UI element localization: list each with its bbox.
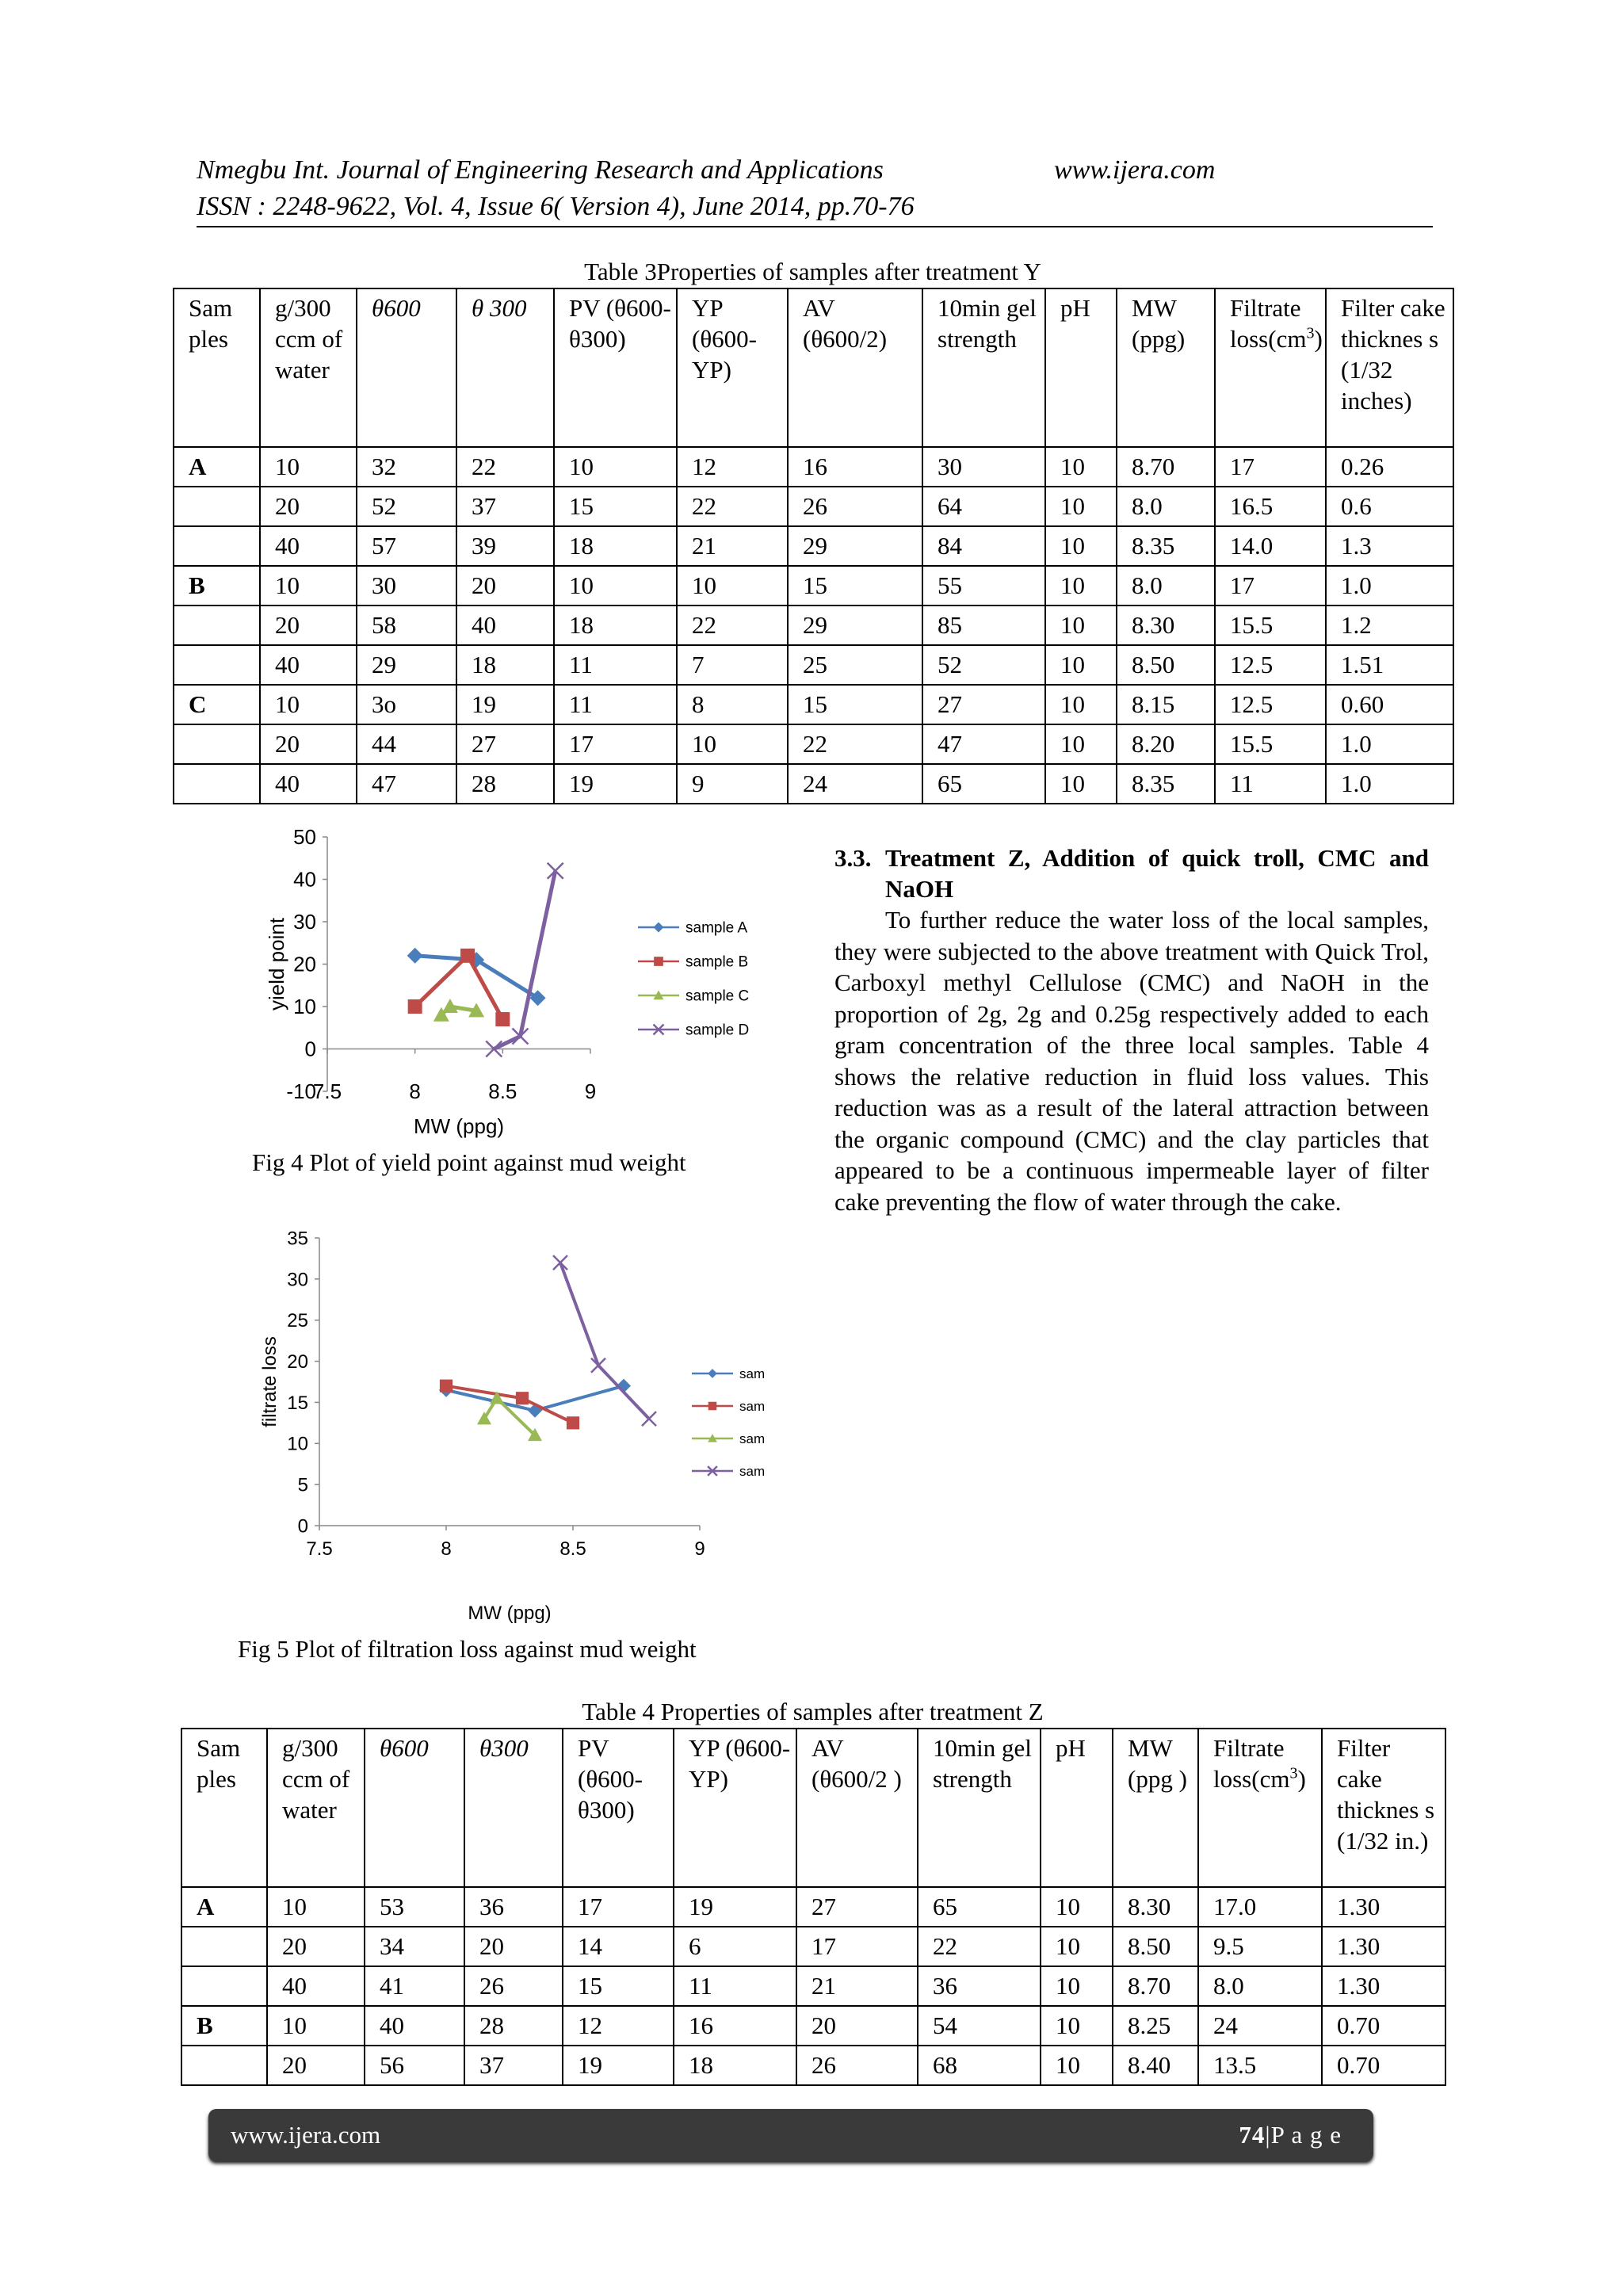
table-cell: 15 <box>554 487 677 526</box>
y-tick-label: 25 <box>287 1310 308 1332</box>
y-tick-label: 20 <box>287 1350 308 1373</box>
table3-header-cell: pH <box>1045 288 1117 447</box>
legend-label: sam <box>739 1463 766 1479</box>
table-cell: 29 <box>788 526 922 566</box>
table-cell <box>174 487 260 526</box>
table-cell: 8.0 <box>1117 487 1215 526</box>
square-marker <box>440 1380 453 1392</box>
table-cell: 21 <box>796 1966 918 2006</box>
table-row <box>174 685 1453 724</box>
table-cell: 64 <box>922 487 1045 526</box>
table-cell: 20 <box>260 724 357 764</box>
table-cell: 15 <box>563 1966 674 2006</box>
table-cell: 8.15 <box>1117 685 1215 724</box>
section-title: Treatment Z, Addition of quick troll, CMC and NaOH <box>885 844 1429 903</box>
journal-url[interactable]: www.ijera.com <box>1054 155 1216 185</box>
legend-label: sam <box>739 1431 766 1446</box>
x-tick-label: 7.5 <box>306 1538 333 1561</box>
table-cell: 27 <box>922 685 1045 724</box>
table-cell: 18 <box>674 2046 796 2085</box>
table-cell: 47 <box>922 724 1045 764</box>
table-cell: 9.5 <box>1198 1927 1322 1966</box>
table-cell: 0.26 <box>1326 447 1453 487</box>
table-cell: 8.40 <box>1113 2046 1198 2085</box>
table-cell: 18 <box>554 606 677 645</box>
table-cell: 1.30 <box>1322 1887 1445 1927</box>
table-cell <box>181 1927 267 1966</box>
table-cell: 44 <box>357 724 456 764</box>
table-cell: 8.35 <box>1117 526 1215 566</box>
table-cell: 17 <box>796 1927 918 1966</box>
table-cell: 8.0 <box>1117 566 1215 606</box>
table-cell: 10 <box>1045 447 1117 487</box>
table-cell: 37 <box>456 487 554 526</box>
table-cell <box>174 526 260 566</box>
fig4-caption: Fig 4 Plot of yield point against mud weight <box>252 1148 686 1176</box>
page-footer <box>208 2109 1373 2161</box>
table-row <box>181 1887 1445 1927</box>
table-cell: 0.60 <box>1326 685 1453 724</box>
section-3-3 <box>834 842 1429 1217</box>
table-cell: 10 <box>1045 724 1117 764</box>
diamond-marker <box>708 1369 717 1378</box>
table3-header-row <box>174 288 1453 447</box>
table4-header-cell: 10min gel strength <box>918 1729 1041 1887</box>
table-row <box>174 764 1453 804</box>
table-cell: 40 <box>260 526 357 566</box>
table-cell: 47 <box>357 764 456 804</box>
square-marker <box>516 1392 529 1404</box>
series-1 <box>439 1379 631 1418</box>
journal-title: Nmegbu Int. Journal of Engineering Research and Applications <box>197 155 884 185</box>
table3-header-cell: Sam ples <box>174 288 260 447</box>
table-cell: 22 <box>456 447 554 487</box>
y-tick-label: 30 <box>287 1269 308 1291</box>
table-cell: 16 <box>788 447 922 487</box>
table-cell: 26 <box>788 487 922 526</box>
table-cell: 15.5 <box>1215 724 1326 764</box>
table-cell: 20 <box>796 2006 918 2046</box>
table-cell: 40 <box>260 764 357 804</box>
table4-header-cell: Sam ples <box>181 1729 267 1887</box>
diamond-marker <box>654 923 664 933</box>
table4-header-row <box>181 1729 1445 1887</box>
table-cell: 22 <box>918 1927 1041 1966</box>
table-cell: 20 <box>260 487 357 526</box>
table-cell: 52 <box>922 645 1045 685</box>
table3-header-cell: YP (θ600-YP) <box>677 288 788 447</box>
table-cell: 7 <box>677 645 788 685</box>
table-cell: 10 <box>554 566 677 606</box>
table-cell: 0.70 <box>1322 2046 1445 2085</box>
x-marker <box>591 1358 605 1373</box>
square-marker <box>495 1012 510 1026</box>
x-tick-label: 8.5 <box>559 1538 586 1561</box>
table3-header-cell: Filter cake thicknes s (1/32 inches) <box>1326 288 1453 447</box>
table-cell: 14.0 <box>1215 526 1326 566</box>
table-cell: 8.30 <box>1113 1887 1198 1927</box>
x-tick-label: 8 <box>409 1079 421 1104</box>
table-cell: 20 <box>260 606 357 645</box>
series-line <box>560 1263 649 1419</box>
table-cell <box>174 645 260 685</box>
table-cell: C <box>174 685 260 724</box>
table-cell: 10 <box>677 566 788 606</box>
y-axis-label: yield point <box>265 917 288 1011</box>
table-cell: 10 <box>1045 606 1117 645</box>
legend-label: sample B <box>685 953 749 971</box>
table3-header-cell: g/300 ccm of water <box>260 288 357 447</box>
table-cell: 11 <box>1215 764 1326 804</box>
table-cell: 10 <box>1041 1887 1113 1927</box>
table-cell: 84 <box>922 526 1045 566</box>
square-marker <box>654 957 663 966</box>
table3-header-cell: MW (ppg) <box>1117 288 1215 447</box>
y-tick-label: 35 <box>287 1228 308 1250</box>
table-cell: 39 <box>456 526 554 566</box>
table-cell: 17 <box>554 724 677 764</box>
table-cell: 14 <box>563 1927 674 1966</box>
table4-header-cell: θ600 <box>365 1729 464 1887</box>
table-cell <box>181 2046 267 2085</box>
table-cell: 10 <box>1045 487 1117 526</box>
y-tick-label: 20 <box>293 952 316 976</box>
page-label: |P a g e <box>1265 2121 1342 2149</box>
table-cell: 8.20 <box>1117 724 1215 764</box>
table-cell: 10 <box>1041 1927 1113 1966</box>
table-cell: 53 <box>365 1887 464 1927</box>
table-row <box>181 2006 1445 2046</box>
table-cell <box>181 1966 267 2006</box>
x-axis-label: MW (ppg) <box>468 1603 552 1624</box>
table-cell: 10 <box>677 724 788 764</box>
table-row <box>174 724 1453 764</box>
table-cell: 1.3 <box>1326 526 1453 566</box>
header-rule <box>197 226 1433 227</box>
table-cell: 27 <box>456 724 554 764</box>
fig4-chart <box>230 820 800 1145</box>
table-cell: 10 <box>260 566 357 606</box>
legend-label: sam <box>739 1398 766 1414</box>
table-row <box>174 645 1453 685</box>
table-cell: 10 <box>1045 526 1117 566</box>
table-cell: 40 <box>456 606 554 645</box>
table-cell: 8.0 <box>1198 1966 1322 2006</box>
table-cell: 10 <box>260 685 357 724</box>
table-cell: 37 <box>464 2046 563 2085</box>
table-cell: 21 <box>677 526 788 566</box>
table-cell: 28 <box>464 2006 563 2046</box>
table4-header-cell: PV (θ600-θ300) <box>563 1729 674 1887</box>
table-cell: 10 <box>1041 1966 1113 2006</box>
diamond-marker <box>407 948 423 964</box>
y-tick-label: 10 <box>293 995 316 1019</box>
table-cell: 8.50 <box>1113 1927 1198 1966</box>
table-cell: 10 <box>1041 2046 1113 2085</box>
table-cell: 12 <box>563 2006 674 2046</box>
table4-header-cell: pH <box>1041 1729 1113 1887</box>
table-cell: 29 <box>788 606 922 645</box>
fig5-chart <box>230 1224 800 1625</box>
table-row <box>174 566 1453 606</box>
table-cell: 1.51 <box>1326 645 1453 685</box>
table3-header-cell: 10min gel strength <box>922 288 1045 447</box>
x-marker <box>553 1255 567 1270</box>
table-cell: 17 <box>1215 447 1326 487</box>
table-cell: 11 <box>554 685 677 724</box>
legend-label: sample D <box>685 1022 750 1039</box>
table-cell: 20 <box>267 1927 365 1966</box>
table-cell: 20 <box>456 566 554 606</box>
table-row <box>174 447 1453 487</box>
table-cell: 1.2 <box>1326 606 1453 645</box>
table-cell: 11 <box>674 1966 796 2006</box>
table-cell <box>174 724 260 764</box>
table-cell: 22 <box>677 487 788 526</box>
table3-header-cell: θ 300 <box>456 288 554 447</box>
running-header <box>197 152 1433 225</box>
table-cell: 10 <box>267 2006 365 2046</box>
table-cell: 10 <box>1045 764 1117 804</box>
series-3 <box>433 999 484 1022</box>
table-cell: 19 <box>674 1887 796 1927</box>
page-number: 74 <box>1239 2121 1266 2149</box>
table-cell: 8 <box>677 685 788 724</box>
table-cell: 54 <box>918 2006 1041 2046</box>
table-cell <box>174 764 260 804</box>
table3-header-cell: Filtrate $loss(cm^3)$ <box>1215 288 1326 447</box>
table-cell: 19 <box>554 764 677 804</box>
y-tick-label: 40 <box>293 867 316 892</box>
table-cell: 40 <box>267 1966 365 2006</box>
fig5-caption: Fig 5 Plot of filtration loss against mud weight <box>238 1635 697 1663</box>
table4-header-cell: θ300 <box>464 1729 563 1887</box>
legend-label: sample A <box>685 919 748 937</box>
table-cell: 16 <box>674 2006 796 2046</box>
table3-header-cell: PV (θ600-θ300) <box>554 288 677 447</box>
square-marker <box>460 949 475 963</box>
table-cell: 10 <box>267 1887 365 1927</box>
y-tick-label: -10 <box>286 1079 316 1104</box>
series-4 <box>486 863 563 1057</box>
table-cell: 3o <box>357 685 456 724</box>
table-cell: 10 <box>1041 2006 1113 2046</box>
y-tick-label: 5 <box>297 1474 308 1496</box>
table-cell: 28 <box>456 764 554 804</box>
table-cell: 8.50 <box>1117 645 1215 685</box>
table-row <box>174 526 1453 566</box>
table-cell: 68 <box>918 2046 1041 2085</box>
table-cell: 15 <box>788 566 922 606</box>
table-row <box>181 1966 1445 2006</box>
table-cell: 85 <box>922 606 1045 645</box>
table-cell: 11 <box>554 645 677 685</box>
table-cell: 57 <box>357 526 456 566</box>
x-tick-label: 7.5 <box>312 1079 342 1104</box>
table-cell: 0.6 <box>1326 487 1453 526</box>
table-cell: 40 <box>260 645 357 685</box>
table-cell: 1.0 <box>1326 764 1453 804</box>
x-axis-label: MW (ppg) <box>413 1114 505 1138</box>
table-cell: 1.30 <box>1322 1927 1445 1966</box>
table-row <box>181 1927 1445 1966</box>
table-cell: 1.30 <box>1322 1966 1445 2006</box>
table-cell: 26 <box>796 2046 918 2085</box>
table-cell: 34 <box>365 1927 464 1966</box>
footer-url[interactable]: www.ijera.com <box>231 2121 381 2149</box>
table-cell: 9 <box>677 764 788 804</box>
square-marker <box>567 1416 579 1429</box>
table-cell: 19 <box>456 685 554 724</box>
table-cell: 18 <box>456 645 554 685</box>
x-tick-label: 9 <box>694 1538 705 1561</box>
y-tick-label: 50 <box>293 825 316 850</box>
table-cell: 6 <box>674 1927 796 1966</box>
table-cell: A <box>181 1887 267 1927</box>
table-cell: 30 <box>357 566 456 606</box>
y-tick-label: 30 <box>293 910 316 934</box>
y-axis-label: filtrate loss <box>259 1336 281 1427</box>
square-marker <box>708 1402 717 1411</box>
table3-caption: Table 3Properties of samples after treatment Y <box>584 258 1041 285</box>
y-tick-label: 10 <box>287 1433 308 1455</box>
table-cell: 8.35 <box>1117 764 1215 804</box>
table-cell: 12 <box>677 447 788 487</box>
table-cell: 1.0 <box>1326 566 1453 606</box>
table4-header-cell: AV (θ600/2 ) <box>796 1729 918 1887</box>
table-cell: 22 <box>788 724 922 764</box>
table-cell: 8.70 <box>1117 447 1215 487</box>
table-row <box>174 606 1453 645</box>
table-cell: 12.5 <box>1215 685 1326 724</box>
table-cell: 32 <box>357 447 456 487</box>
table-cell: 41 <box>365 1966 464 2006</box>
table-cell: 10 <box>1045 566 1117 606</box>
section-body: To further reduce the water loss of the local samples, they were subjected to the above treatment with Quick Trol, Carboxyl methyl Cellulose (CMC) and NaOH in the proportion of 2g, 2g and 0.25g respectively added to each gram concentration of the three local samples. Table 4 shows the relative reduction in fluid loss values. This reduction was as a result of the lateral attraction between the organic compound (CMC) and the clay particles that appeared to be a continuous impermeable layer of filter cake preventing the flow of water through the cake. <box>834 906 1429 1216</box>
series-1 <box>407 948 546 1007</box>
table-cell: 36 <box>464 1887 563 1927</box>
table-cell: 56 <box>365 2046 464 2085</box>
table-cell: 29 <box>357 645 456 685</box>
table4-header-cell: Filtrate $loss(cm^3)$ <box>1198 1729 1322 1887</box>
footer-page <box>1239 2121 1342 2149</box>
table-cell: 12.5 <box>1215 645 1326 685</box>
table-cell: 55 <box>922 566 1045 606</box>
table4 <box>181 1728 1446 2086</box>
table4-caption: Table 4 Properties of samples after treatment Z <box>582 1698 1044 1725</box>
table-cell: 1.0 <box>1326 724 1453 764</box>
table-cell: 58 <box>357 606 456 645</box>
section-heading <box>834 842 1429 904</box>
table4-header-cell: YP (θ600-YP) <box>674 1729 796 1887</box>
table-cell: 26 <box>464 1966 563 2006</box>
table-cell: 10 <box>260 447 357 487</box>
table4-header-cell: g/300 ccm of water <box>267 1729 365 1887</box>
table-cell: 15 <box>788 685 922 724</box>
table-cell: 0.70 <box>1322 2006 1445 2046</box>
square-marker <box>408 999 422 1014</box>
table-cell: 20 <box>267 2046 365 2085</box>
table-cell: 15.5 <box>1215 606 1326 645</box>
table-cell: 8.30 <box>1117 606 1215 645</box>
table3-header-cell: AV (θ600/2) <box>788 288 922 447</box>
legend-label: sample C <box>685 988 750 1005</box>
table-cell: 24 <box>1198 2006 1322 2046</box>
table-cell: 17 <box>563 1887 674 1927</box>
x-tick-label: 8 <box>441 1538 452 1561</box>
table-cell: B <box>174 566 260 606</box>
table-cell: 65 <box>918 1887 1041 1927</box>
x-tick-label: 8.5 <box>488 1079 517 1104</box>
table-cell: 10 <box>1045 685 1117 724</box>
table-cell: 8.25 <box>1113 2006 1198 2046</box>
table-cell: 25 <box>788 645 922 685</box>
table-cell: B <box>181 2006 267 2046</box>
table-cell: 10 <box>1045 645 1117 685</box>
table-cell <box>174 606 260 645</box>
table3-header-cell: θ600 <box>357 288 456 447</box>
table-row <box>181 2046 1445 2085</box>
table-row <box>174 487 1453 526</box>
issn-line: ISSN : 2248-9622, Vol. 4, Issue 6( Version 4), June 2014, pp.70-76 <box>197 192 915 221</box>
table-cell: 13.5 <box>1198 2046 1322 2085</box>
table4-header-cell: Filter cake thicknes s (1/32 in.) <box>1322 1729 1445 1887</box>
section-number: 3.3. <box>834 844 872 872</box>
table-cell: 22 <box>677 606 788 645</box>
table-cell: 8.70 <box>1113 1966 1198 2006</box>
table-cell: 20 <box>464 1927 563 1966</box>
table-cell: 40 <box>365 2006 464 2046</box>
table-cell: A <box>174 447 260 487</box>
x-marker <box>642 1412 656 1426</box>
table-cell: 27 <box>796 1887 918 1927</box>
y-tick-label: 0 <box>304 1037 316 1061</box>
table-cell: 52 <box>357 487 456 526</box>
table-cell: 17.0 <box>1198 1887 1322 1927</box>
table3 <box>173 288 1454 804</box>
legend-label: sam <box>739 1366 766 1381</box>
table-cell: 10 <box>554 447 677 487</box>
table-cell: 36 <box>918 1966 1041 2006</box>
table-cell: 24 <box>788 764 922 804</box>
table-cell: 16.5 <box>1215 487 1326 526</box>
table-cell: 19 <box>563 2046 674 2085</box>
y-tick-label: 15 <box>287 1392 308 1414</box>
table-cell: 30 <box>922 447 1045 487</box>
y-tick-label: 0 <box>297 1515 308 1538</box>
table-cell: 18 <box>554 526 677 566</box>
x-tick-label: 9 <box>584 1079 597 1104</box>
table-cell: 17 <box>1215 566 1326 606</box>
table-cell: 65 <box>922 764 1045 804</box>
table4-header-cell: MW (ppg ) <box>1113 1729 1198 1887</box>
